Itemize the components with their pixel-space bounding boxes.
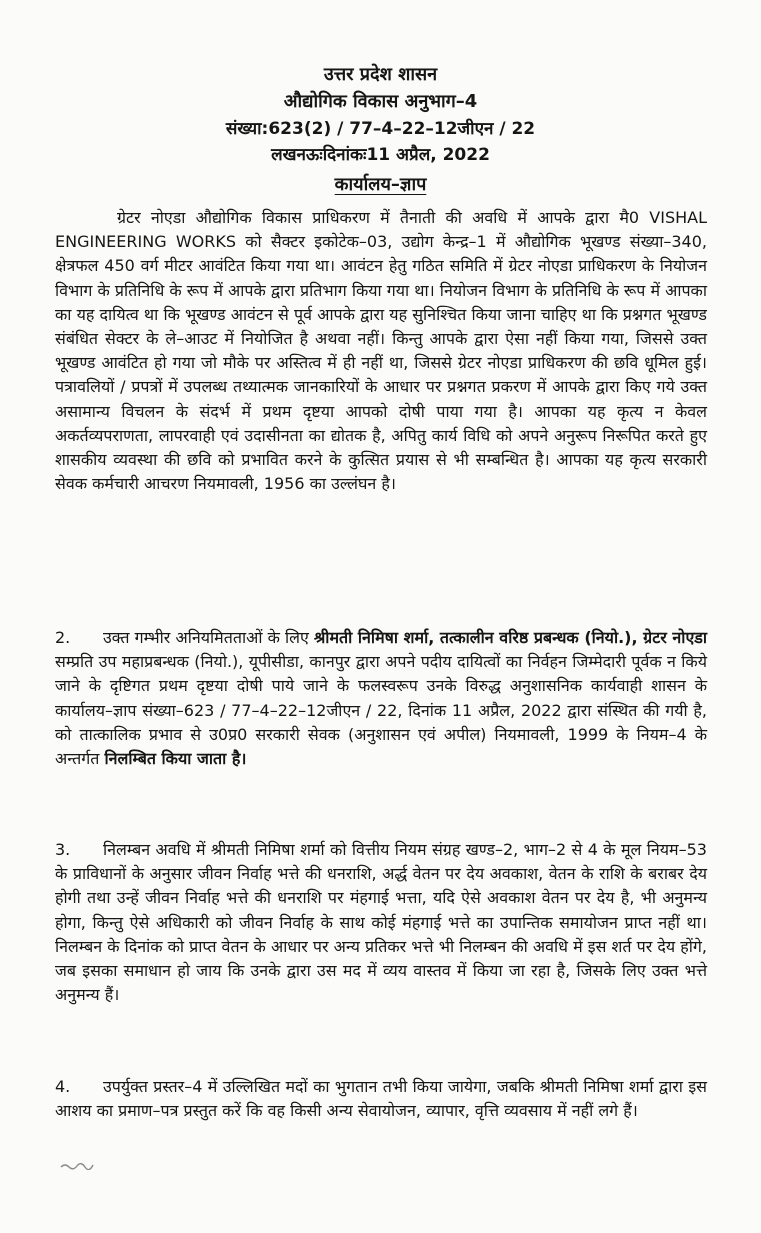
paragraph-1: [55, 206, 707, 496]
paragraph-3-number: 3.: [55, 840, 71, 859]
paragraph-4-number: 4.: [55, 1077, 71, 1096]
paragraph-4-text: उपर्युक्त प्रस्तर–4 में उल्लिखित मदों का भुगतान तभी किया जायेगा, जबकि श्रीमती निमिषा शर्मा द्वारा इस आशय का प्रमाण–पत्र प्रस्तुत करें कि वह किसी अन्य सेवायोजन, व्यापार, वृत्ति व्यवसाय में नहीं लगे हैं।: [55, 1077, 707, 1121]
reference-number: संख्या:623(2) / 77–4–22–12जीएन / 22: [225, 119, 536, 139]
paragraph-1-text: ग्रेटर नोएडा औद्योगिक विकास प्राधिकरण में तैनाती की अवधि में आपके द्वारा मै0 VISHAL ENGINEERING WORKS को सैक्टर इकोटेक–03, उद्योग केन्द्र–1 में औद्योगिक भूखण्ड संख्या–340, क्षेत्रफल 450 वर्ग मीटर आवंटित किया गया था। आवंटन हेतु गठित समिति में ग्रेटर नोएडा प्राधिकरण के नियोजन विभाग के प्रतिनिधि के रूप में आपके द्वारा प्रतिभाग किया गया था। नियोजन विभाग के प्रतिनिधि के रूप में आपका का यह दायित्व था कि भूखण्ड आवंटन से पूर्व आपके द्वारा यह सुनिश्चित किया जाना चाहिए था कि प्रश्नगत भूखण्ड संबंधित सेक्टर के ले–आउट में नियोजित है अथवा नहीं। किन्तु आपके द्वारा ऐसा नहीं किया गया, जिससे उक्त भूखण्ड आवंटित हो गया जो मौके पर अस्तित्व में ही नहीं था, जिससे ग्रेटर नोएडा प्राधिकरण की छवि धूमिल हुई। पत्रावलियों / प्रपत्रों में उपलब्ध तथ्यात्मक जानकारियों के आधार पर प्रश्नगत प्रकरण में आपके द्वारा किए गये उक्त असामान्य विचलन के संदर्भ में प्रथम दृष्टया आपको दोषी पाया गया है। आपका यह कृत्य न केवल अकर्तव्यपराणता, लापरवाही एवं उदासीनता का द्योतक है, अपितु कार्य विधि को अपने अनुरूप निरूपित करते हुए शासकीय व्यवस्था की छवि को प्रभावित करने के कुत्सित प्रयास से भी सम्बन्धित है। आपका यह कृत्य सरकारी सेवक कर्मचारी आचरण नियमावली, 1956 का उल्लंघन है।: [55, 208, 707, 494]
department-heading: उत्तर प्रदेश शासन: [323, 64, 438, 85]
section-heading: औद्योगिक विकास अनुभाग–4: [283, 91, 478, 112]
paragraph-2-number: 2.: [55, 628, 71, 647]
suspension-statement: निलम्बित किया जाता है।: [104, 749, 247, 769]
ink-mark: [60, 1162, 94, 1170]
paragraph-3: [55, 838, 707, 1007]
paragraph-3-text: निलम्बन अवधि में श्रीमती निमिषा शर्मा को वित्तीय नियम संग्रह खण्ड–2, भाग–2 से 4 के मूल नियम–53 के प्राविधानों के अनुसार जीवन निर्वाह भत्ते की धनराशि, अर्द्ध वेतन पर देय अवकाश, वेतन के राशि के बराबर देय होगी तथा उन्हें जीवन निर्वाह भत्ते की धनराशि पर मंहगाई भत्ता, यदि ऐसे अवकाश वेतन पर देय है, भी अनुमन्य होगा, किन्तु ऐसे अधिकारी को जीवन निर्वाह के साथ कोई मंहगाई भत्ते का उपान्तिक समायोजन प्राप्त नहीं था। निलम्बन के दिनांक को प्राप्त वेतन के आधार पर अन्य प्रतिकर भत्ते भी निलम्बन की अवधि में इस शर्त पर देय होंगे, जब इसका समाधान हो जाय कि उनके द्वारा उस मद में व्यय वास्तव में किया जा रहा है, जिसके लिए उक्त भत्ते अनुमन्य हैं।: [55, 840, 707, 1005]
paragraph-2-intro: उक्त गम्भीर अनियमितताओं के लिए: [103, 628, 314, 647]
official-name: श्रीमती निमिषा शर्मा, तत्कालीन वरिष्ठ प्रबन्धक (नियो.), ग्रेटर नोएडा: [313, 628, 708, 647]
paragraph-4: [55, 1075, 707, 1123]
paragraph-2: [55, 626, 707, 771]
document-title: कार्यालय–ज्ञाप: [334, 174, 427, 195]
paragraph-2-body: सम्प्रति उप महाप्रबन्धक (नियो.), यूपीसीडा, कानपुर द्वारा अपने पदीय दायित्वों का निर्वहन जिम्मेदारी पूर्वक न किये जाने के दृष्टिगत प्रथम दृष्टया दोषी पाये जाने के फलस्वरूप उनके विरुद्ध अनुशासनिक कार्यवाही शासन के कार्यालय–ज्ञाप संख्या–623 / 77–4–22–12जीएन / 22, दिनांक 11 अप्रैल, 2022 द्वारा संस्थित की गयी है, को तात्कालिक प्रभाव से उ0प्र0 सरकारी सेवक (अनुशासन एवं अपील) नियमावली, 1999 के नियम–4 के अन्तर्गत: [55, 652, 707, 769]
place-date: लखनऊःदिनांकः11 अप्रैल, 2022: [271, 145, 490, 165]
